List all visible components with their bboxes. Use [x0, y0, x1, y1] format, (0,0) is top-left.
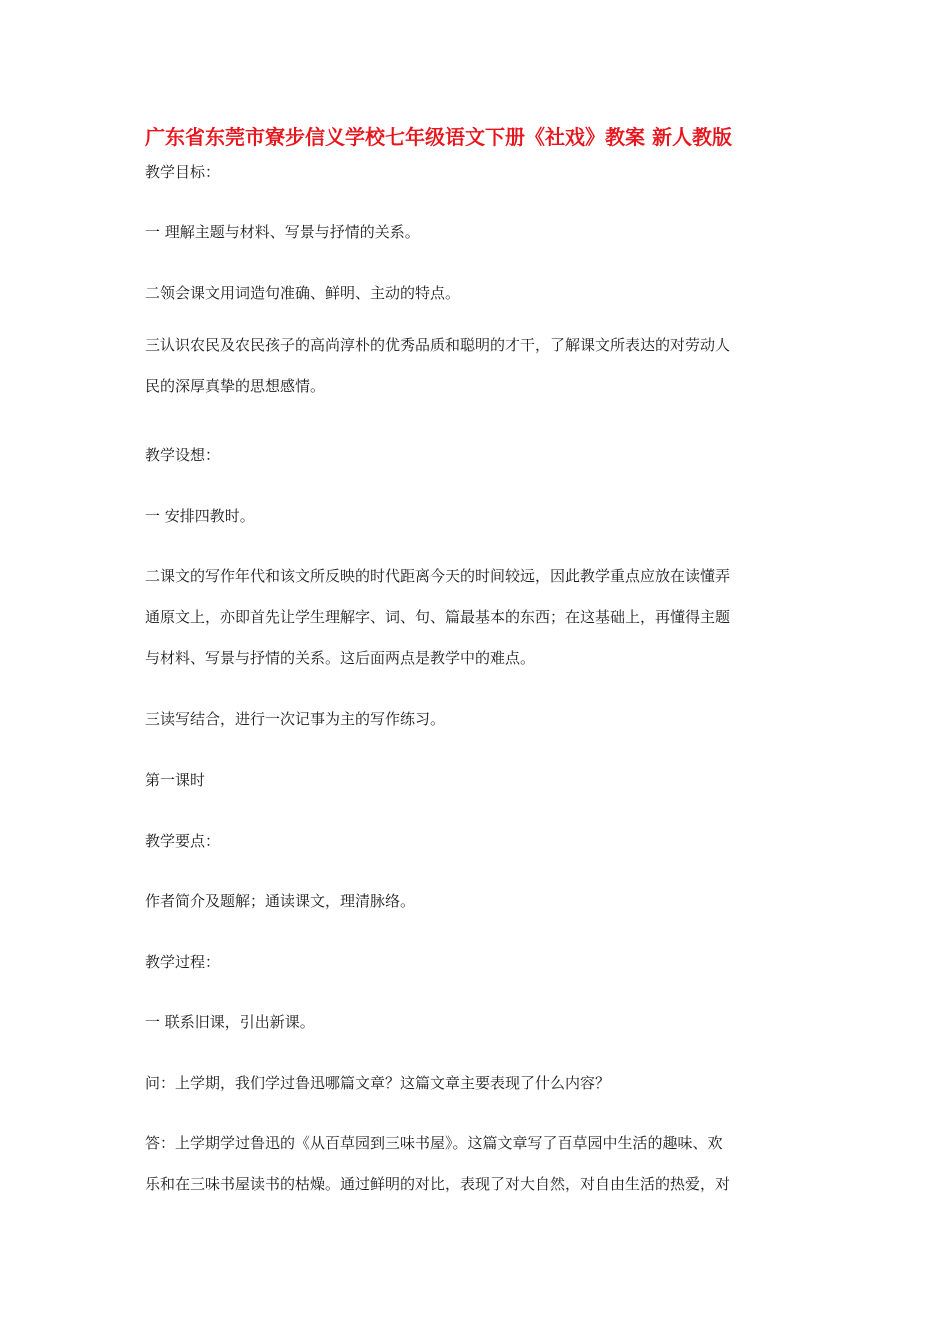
paragraph [145, 831, 220, 851]
paragraph [145, 222, 420, 242]
paragraph [145, 1073, 610, 1093]
paragraph [145, 709, 445, 729]
paragraph [145, 283, 460, 303]
paragraph-line: 教学设想： [145, 446, 221, 464]
paragraph-line: 三认识农民及农民孩子的高尚淳朴的优秀品质和聪明的才干，了解课文所表达的对劳动人 [145, 336, 731, 354]
paragraph [145, 335, 730, 396]
document-title: 广东省东莞市寮步信义学校七年级语文下册《社戏》教案 新人教版 [145, 125, 732, 149]
paragraph-line: 问：上学期，我们学过鲁迅哪篇文章？这篇文章主要表现了什么内容？ [145, 1074, 611, 1092]
paragraph-line: 三读写结合，进行一次记事为主的写作练习。 [145, 710, 446, 728]
paragraph [145, 891, 415, 911]
paragraph-line: 乐和在三味书屋读书的枯燥。通过鲜明的对比，表现了对大自然，对自由生活的热爱，对 [145, 1175, 731, 1193]
paragraph-line: 答：上学期学过鲁迅的《从百草园到三味书屋》。这篇文章写了百草园中生活的趣味、欢 [145, 1134, 723, 1152]
paragraph-line: 一 联系旧课，引出新课。 [145, 1013, 315, 1031]
paragraph-line: 一 理解主题与材料、写景与抒情的关系。 [145, 223, 420, 241]
paragraph [145, 445, 220, 465]
paragraph-line: 民的深厚真挚的思想感情。 [145, 377, 326, 395]
paragraph [145, 162, 220, 182]
paragraph-line: 教学过程： [145, 953, 221, 971]
paragraph [145, 506, 255, 526]
paragraph-line: 与材料、写景与抒情的关系。这后面两点是教学中的难点。 [145, 649, 536, 667]
paragraph [145, 1133, 730, 1194]
paragraph-line: 一 安排四教时。 [145, 507, 255, 525]
paragraph-line: 教学要点： [145, 832, 221, 850]
paragraph-line: 第一课时 [145, 771, 206, 789]
paragraph [145, 952, 220, 972]
paragraph [145, 770, 205, 790]
paragraph-line: 教学目标： [145, 163, 221, 181]
paragraph-line: 作者简介及题解；通读课文，理清脉络。 [145, 892, 416, 910]
paragraph [145, 1012, 315, 1032]
paragraph [145, 566, 730, 668]
paragraph-line: 二课文的写作年代和该文所反映的时代距离今天的时间较远，因此教学重点应放在读懂弄 [145, 567, 731, 585]
paragraph-line: 通原文上，亦即首先让学生理解字、词、句、篇最基本的东西；在这基础上，再懂得主题 [145, 608, 731, 626]
paragraph-line: 二领会课文用词造句准确、鲜明、主动的特点。 [145, 284, 461, 302]
